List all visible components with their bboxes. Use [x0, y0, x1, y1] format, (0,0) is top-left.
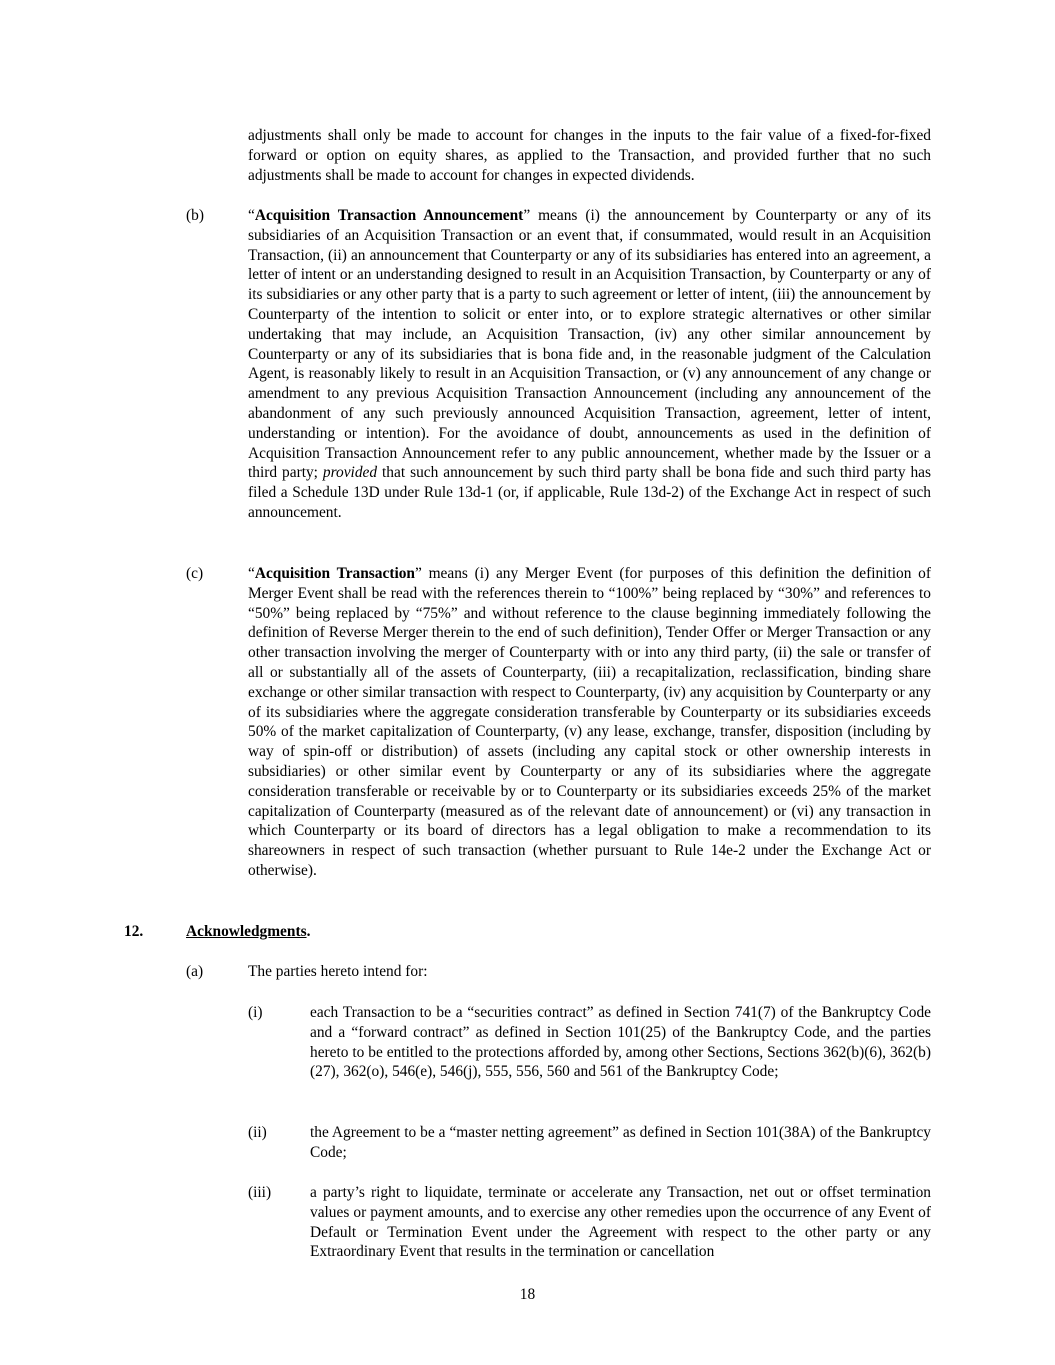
section-12-heading — [186, 922, 310, 942]
section-12-heading-period: . — [306, 923, 311, 940]
clause-b-text-2: that such announcement by such third party shall be bona fide and such third party has filed a Schedule 13D under Rule 13d-1 (or, if applicable, Rule 13d-2) of the Exchange Act in respect of such announcement. — [248, 464, 932, 521]
section-12-heading-text: Acknowledgments — [186, 923, 307, 940]
clause-b-defined-term: Acquisition Transaction Announcement — [254, 207, 524, 224]
clause-c-text: ” means (i) any Merger Event (for purposes of this definition the definition of Merger Event shall be read with the references therein to “100%” being replaced by “30%” and references to “50%” being replaced by “75%” and without reference to the clause beginning immediately following the definition of Reverse Merger therein to the end of such definition), Tender Offer or Merger Transaction or any other transaction involving the merger of Counterparty with or into any third party, (ii) the sale or transfer of all or substantially all of the assets of Counterparty, (iii) a recapitalization, reclassification, binding share exchange or other similar transaction with respect to Counterparty, (iv) any acquisition by Counterparty or any of its subsidiaries where the aggregate consideration transferable by Counterparty or its subsidiaries exceeds 50% of the market capitalization of Counterparty, (v) any lease, exchange, transfer, disposition (including by way of spin-off or distribution) of assets (including any capital stock or other ownership interests in subsidiaries) or other similar event by Counterparty or any of its subsidiaries where the aggregate consideration transferable or receivable by or to Counterparty or its subsidiaries exceeds 25% of the market capitalization of Counterparty (measured as of the relevant date of announcement) or (vi) any transaction in which Counterparty or its board of directors has a legal obligation to make a recommendation to its shareowners in respect of such transaction (whether pursuant to Rule 14e-2 under the Exchange Act or otherwise). — [248, 565, 931, 879]
item-i-label: (i) — [248, 1004, 263, 1021]
item-iii-paragraph: a party’s right to liquidate, terminate or accelerate any Transaction, net out or offset termination values or payment amounts, and to exercise any other remedies upon the occurrence of any Event of Default or Termination Event under the Agreement with respect to the other party or any Extraordinary Event that results in the termination or cancellation — [310, 1184, 931, 1261]
clause-c-label: (c) — [186, 565, 204, 582]
clause-b-text-1: ” means (i) the announcement by Counterparty or any of its subsidiaries of an Acquisition Transaction or an event that, if consummated, would result in an Acquisition Transaction, (ii) an announcement that Counterparty or any of its subsidiaries has entered into an agreement, a letter of intent or an understanding designed to result in an Acquisition Transaction, by Counterparty or any of its subsidiaries or any other party that is a party to such agreement or letter of intent, (iii) the announcement by Counterparty of the intention to solicit or enter into, or to explore strategic alternatives or other similar undertaking that may include, an Acquisition Transaction, (iv) any other similar announcement by Counterparty or any of its subsidiaries that is bona fide and, in the reasonable judgment of the Calculation Agent, is reasonably likely to result in an Acquisition Transaction, or (v) any announcement of any change or amendment to any previous Acquisition Transaction Announcement (including any announcement of the abandonment of any such previously announced Acquisition Transaction, agreement, letter of intent, understanding or intention). For the avoidance of doubt, announcements as used in the definition of Acquisition Transaction Announcement refer to any public announcement, whether made by the Issuer or a third party; — [248, 207, 932, 482]
continued-paragraph: adjustments shall only be made to account for changes in the inputs to the fair value of a fixed-for-fixed forward or option on equity shares, as applied to the Transaction, and provided further that no such adjustments shall be made to account for changes in expected dividends. — [248, 127, 931, 184]
clause-b-open-quote: “ — [248, 207, 255, 224]
item-ii-paragraph: the Agreement to be a “master netting agreement” as defined in Section 101(38A) of the Bankruptcy Code; — [310, 1124, 931, 1161]
clause-a-paragraph: The parties hereto intend for: — [248, 963, 428, 980]
section-12-number: 12. — [124, 923, 144, 940]
clause-b-italic: provided — [322, 464, 378, 482]
page-number: 18 — [519, 1286, 536, 1303]
clause-a-label: (a) — [186, 963, 204, 980]
clause-c-paragraph — [248, 564, 931, 881]
item-iii-label: (iii) — [248, 1184, 272, 1201]
clause-b-paragraph — [248, 206, 931, 523]
item-i-paragraph: each Transaction to be a “securities contract” as defined in Section 741(7) of the Bankruptcy Code and a “forward contract” as defined in Section 101(25) of the Bankruptcy Code, and the parties hereto to be entitled to the protections afforded by, among other Sections, Sections 362(b)(6), 362(b)(27), 362(o), 546(e), 546(j), 555, 556, 560 and 561 of the Bankruptcy Code; — [310, 1004, 931, 1081]
clause-b-label: (b) — [186, 207, 204, 224]
item-ii-label: (ii) — [248, 1124, 267, 1141]
clause-c-open-quote: “ — [248, 565, 255, 582]
clause-c-defined-term: Acquisition Transaction — [254, 565, 415, 582]
